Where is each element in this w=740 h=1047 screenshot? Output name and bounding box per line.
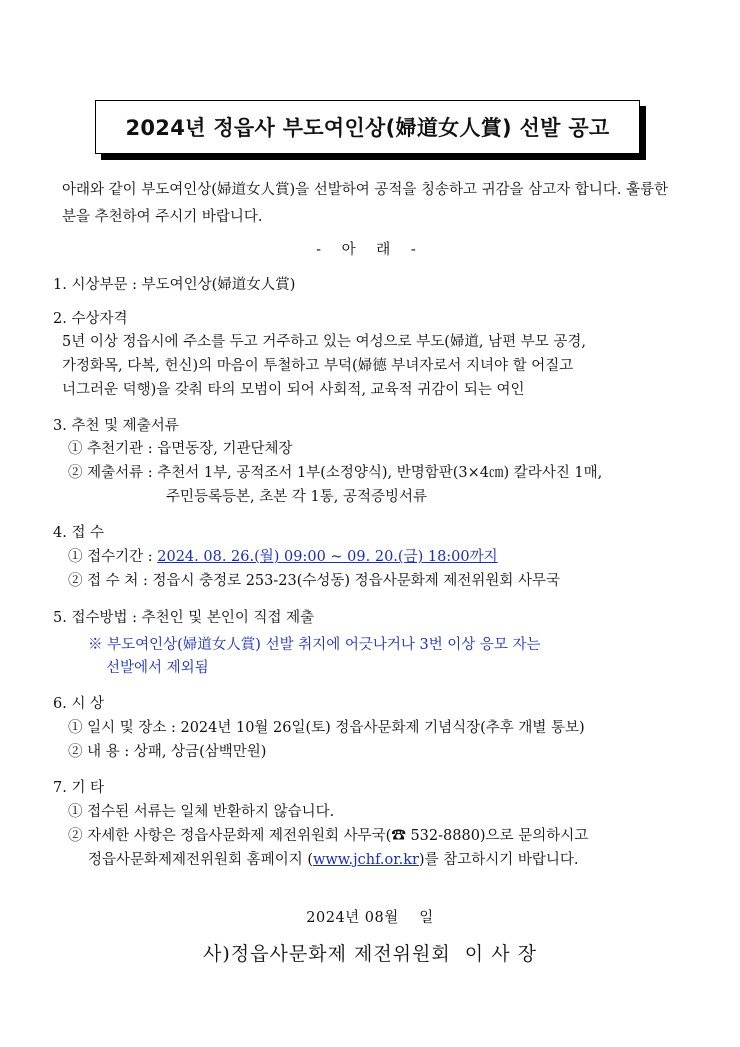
section-documents-heading: 3. 추천 및 제출서류: [53, 418, 179, 434]
separator: - 아 래 -: [316, 242, 424, 258]
etc-item: ② 자세한 사항은 정읍사문화제 제전위원회 사무국(☎ 532-8880)으로 문의하시고: [68, 828, 589, 844]
award-category-value: 부도여인상(婦道女人賞): [141, 277, 296, 293]
award-date-place: ① 일시 및 장소 : 2024년 10월 26일(토) 정읍사문화제 기념식장(추후 개별 통보): [68, 720, 585, 736]
notice-title: 2024년 정읍사 부도여인상(婦道女人賞) 선발 공고: [95, 100, 640, 154]
method-note-cont: 선발에서 제외됨: [106, 660, 209, 676]
homepage-link[interactable]: www.jchf.or.kr: [312, 852, 419, 868]
etc-item-cont: [88, 848, 578, 869]
method-note: ※ 부도여인상(婦道女人賞) 선발 취지에 어긋나거나 3번 이상 응모 자는: [88, 637, 541, 653]
award-content: ② 내 용 : 상패, 상금(삼백만원): [68, 744, 267, 760]
issuer-signature: 사)정읍사문화제 제전위원회 이 사 장: [203, 943, 537, 965]
section-award-heading: 6. 시 상: [53, 696, 105, 712]
reception-place: ② 접 수 처 : 정읍시 충정로 253-23(수성동) 정읍사문화제 제전위원회 사무국: [68, 573, 560, 589]
section-eligibility-heading: 2. 수상자격: [53, 311, 128, 327]
section-reception-heading: 4. 접 수: [53, 525, 105, 541]
method-label: 5. 접수방법 :: [53, 610, 142, 626]
reception-period: [68, 545, 498, 566]
recommender-item: ① 추천기관 : 읍면동장, 기관단체장: [68, 441, 293, 457]
documents-item-cont: 주민등록등본, 초본 각 1통, 공적증빙서류: [166, 489, 427, 505]
method-value: 추천인 및 본인이 직접 제출: [141, 610, 315, 626]
section-etc-heading: 7. 기 타: [53, 780, 105, 796]
etc-item: ① 접수된 서류는 일체 반환하지 않습니다.: [68, 804, 335, 820]
intro-paragraph: 아래와 같이 부도여인상(婦道女人賞)을 선발하여 공적을 칭송하고 귀감을 삼고자 합니다. 훌륭한 분을 추천하여 주시기 바랍니다.: [62, 182, 669, 225]
section-method: [53, 606, 314, 627]
eligibility-line: 너그러운 덕행)을 갖춰 타의 모범이 되어 사회적, 교육적 귀감이 되는 여인: [62, 382, 525, 398]
reception-period-label: ① 접수기간 :: [68, 549, 158, 565]
notice-date: 2024년 08월 일: [306, 910, 434, 926]
section-award-category: [53, 273, 295, 294]
award-category-label: 1. 시상부문 :: [53, 277, 142, 293]
eligibility-line: 5년 이상 정읍시에 주소를 두고 거주하고 있는 여성으로 부도(婦道, 남편 부모 공경,: [62, 334, 587, 350]
documents-item: ② 제출서류 : 추천서 1부, 공적조서 1부(소정양식), 반명함판(3×4㎝) 칼라사진 1매,: [68, 465, 603, 481]
homepage-prefix: 정읍사문화제제전위원회 홈페이지 (: [88, 852, 313, 868]
eligibility-line: 가정화목, 다복, 헌신)의 마음이 투철하고 부덕(婦德 부녀자로서 지녀야 할 어질고: [62, 358, 574, 374]
homepage-suffix: )를 참고하시기 바랍니다.: [418, 852, 579, 868]
reception-period-value: 2024. 08. 26.(월) 09:00 ~ 09. 20.(금) 18:00까지: [157, 549, 498, 565]
